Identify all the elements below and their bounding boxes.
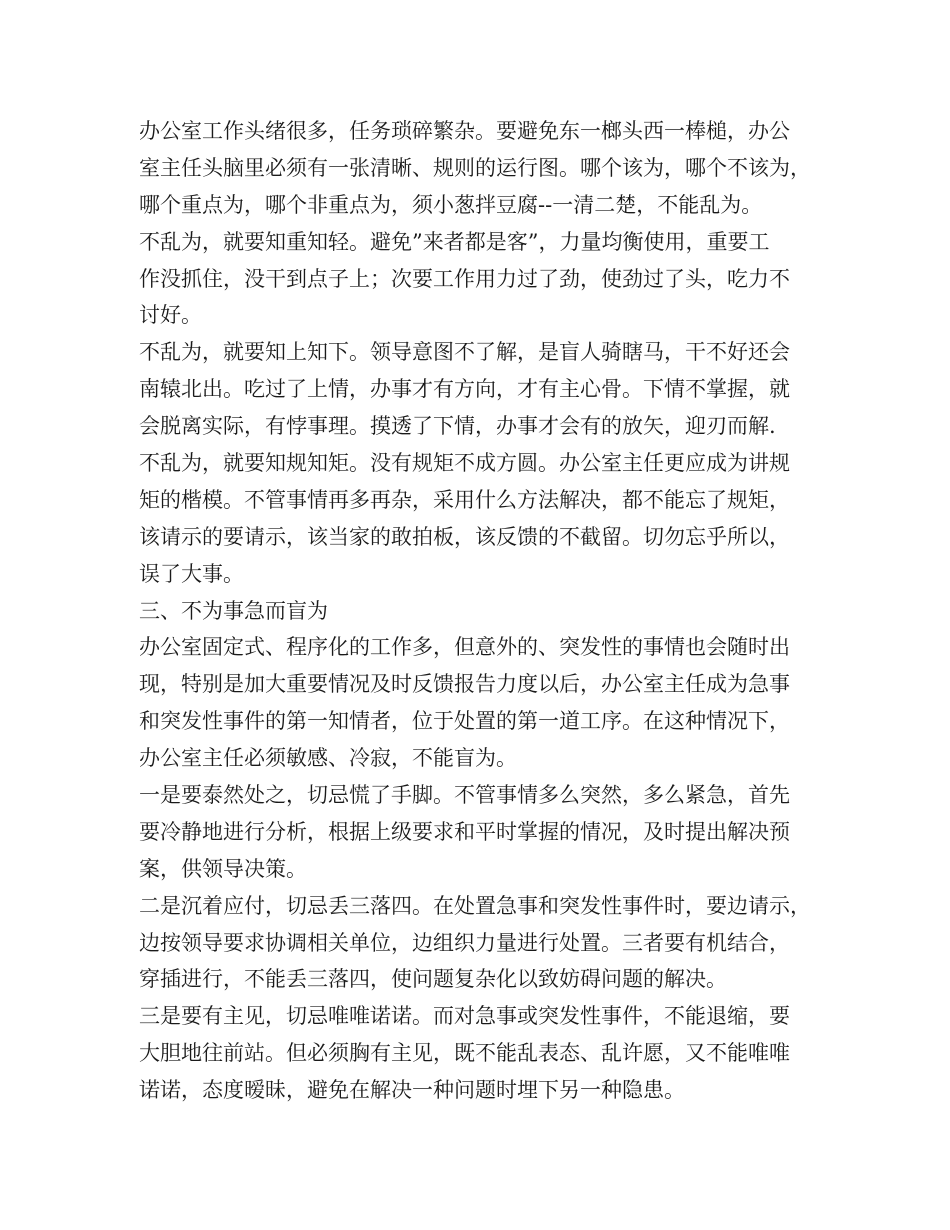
text-line: 哪个重点为，哪个非重点为，须小葱拌豆腐--一清二楚，不能乱为。 (139, 192, 763, 217)
paragraph-know-rules (139, 445, 829, 593)
text-line: 南辕北出。吃过了上情，办事才有方向，才有主心骨。下情不掌握，就 (139, 377, 790, 402)
text-line: 办公室固定式、程序化的工作多，但意外的、突发性的事情也会随时出 (139, 635, 790, 660)
text-line: 办公室主任必须敏感、冷寂，不能盲为。 (139, 746, 517, 771)
text-line: 三是要有主见，切忌唯唯诺诺。而对急事或突发性事件，不能退缩，要 (139, 1004, 790, 1029)
text-line: 不乱为，就要知上知下。领导意图不了解，是盲人骑瞎马，干不好还会 (139, 340, 790, 365)
text-line: 穿插进行，不能丢三落四，使问题复杂化以致妨碍问题的解决。 (139, 967, 727, 992)
text-line: 会脱离实际，有悖事理。摸透了下情，办事才会有的放矢，迎刃而解. (139, 414, 776, 439)
paragraph-office-work-overview (139, 113, 829, 224)
text-line: 室主任头脑里必须有一张清晰、规则的运行图。哪个该为，哪个不该为， (139, 155, 811, 180)
paragraph-know-priorities (139, 224, 829, 335)
text-line: 案，供领导决策。 (139, 856, 307, 881)
paragraph-point-one (139, 777, 829, 888)
text-line: 大胆地往前站。但必须胸有主见，既不能乱表态、乱许愿，又不能唯唯 (139, 1041, 790, 1066)
text-line: 现，特别是加大重要情况及时反馈报告力度以后，办公室主任成为急事 (139, 672, 790, 697)
paragraph-know-up-and-down (139, 334, 829, 445)
text-line: 讨好。 (139, 303, 202, 328)
text-line: 二是沉着应付，切忌丢三落四。在处置急事和突发性事件时，要边请示， (139, 893, 811, 918)
paragraph-point-three (139, 998, 829, 1109)
text-line: 办公室工作头绪很多，任务琐碎繁杂。要避免东一榔头西一棒槌，办公 (139, 119, 790, 143)
text-line: 和突发性事件的第一知情者，位于处置的第一道工序。在这种情况下， (139, 709, 790, 734)
text-line: 边按领导要求协调相关单位，边组织力量进行处置。三者要有机结合， (139, 930, 790, 955)
paragraph-point-two (139, 888, 829, 999)
text-line: 诺诺，态度暧昧，避免在解决一种问题时埋下另一种隐患。 (139, 1078, 685, 1103)
text-line: 矩的楷模。不管事情再多再杂，采用什么方法解决，都不能忘了规矩， (139, 487, 790, 512)
text-line: 误了大事。 (139, 561, 244, 586)
paragraph-urgent-matters (139, 629, 829, 777)
section-heading-text: 三、不为事急而盲为 (139, 598, 328, 623)
document-body (139, 113, 829, 1109)
text-line: 不乱为，就要知重知轻。避免”来者都是客”，力量均衡使用，重要工 (139, 229, 770, 254)
text-line: 不乱为，就要知规知矩。没有规矩不成方圆。办公室主任更应成为讲规 (139, 451, 790, 476)
text-line: 一是要泰然处之，切忌慌了手脚。不管事情多么突然，多么紧急，首先 (139, 783, 790, 808)
section-heading-3 (139, 593, 829, 630)
text-line: 要冷静地进行分析，根据上级要求和平时掌握的情况，及时提出解决预 (139, 819, 790, 844)
text-line: 该请示的要请示，该当家的敢拍板，该反馈的不截留。切勿忘乎所以， (139, 524, 790, 549)
text-line: 作没抓住，没干到点子上；次要工作用力过了劲，使劲过了头，吃力不 (139, 266, 790, 291)
